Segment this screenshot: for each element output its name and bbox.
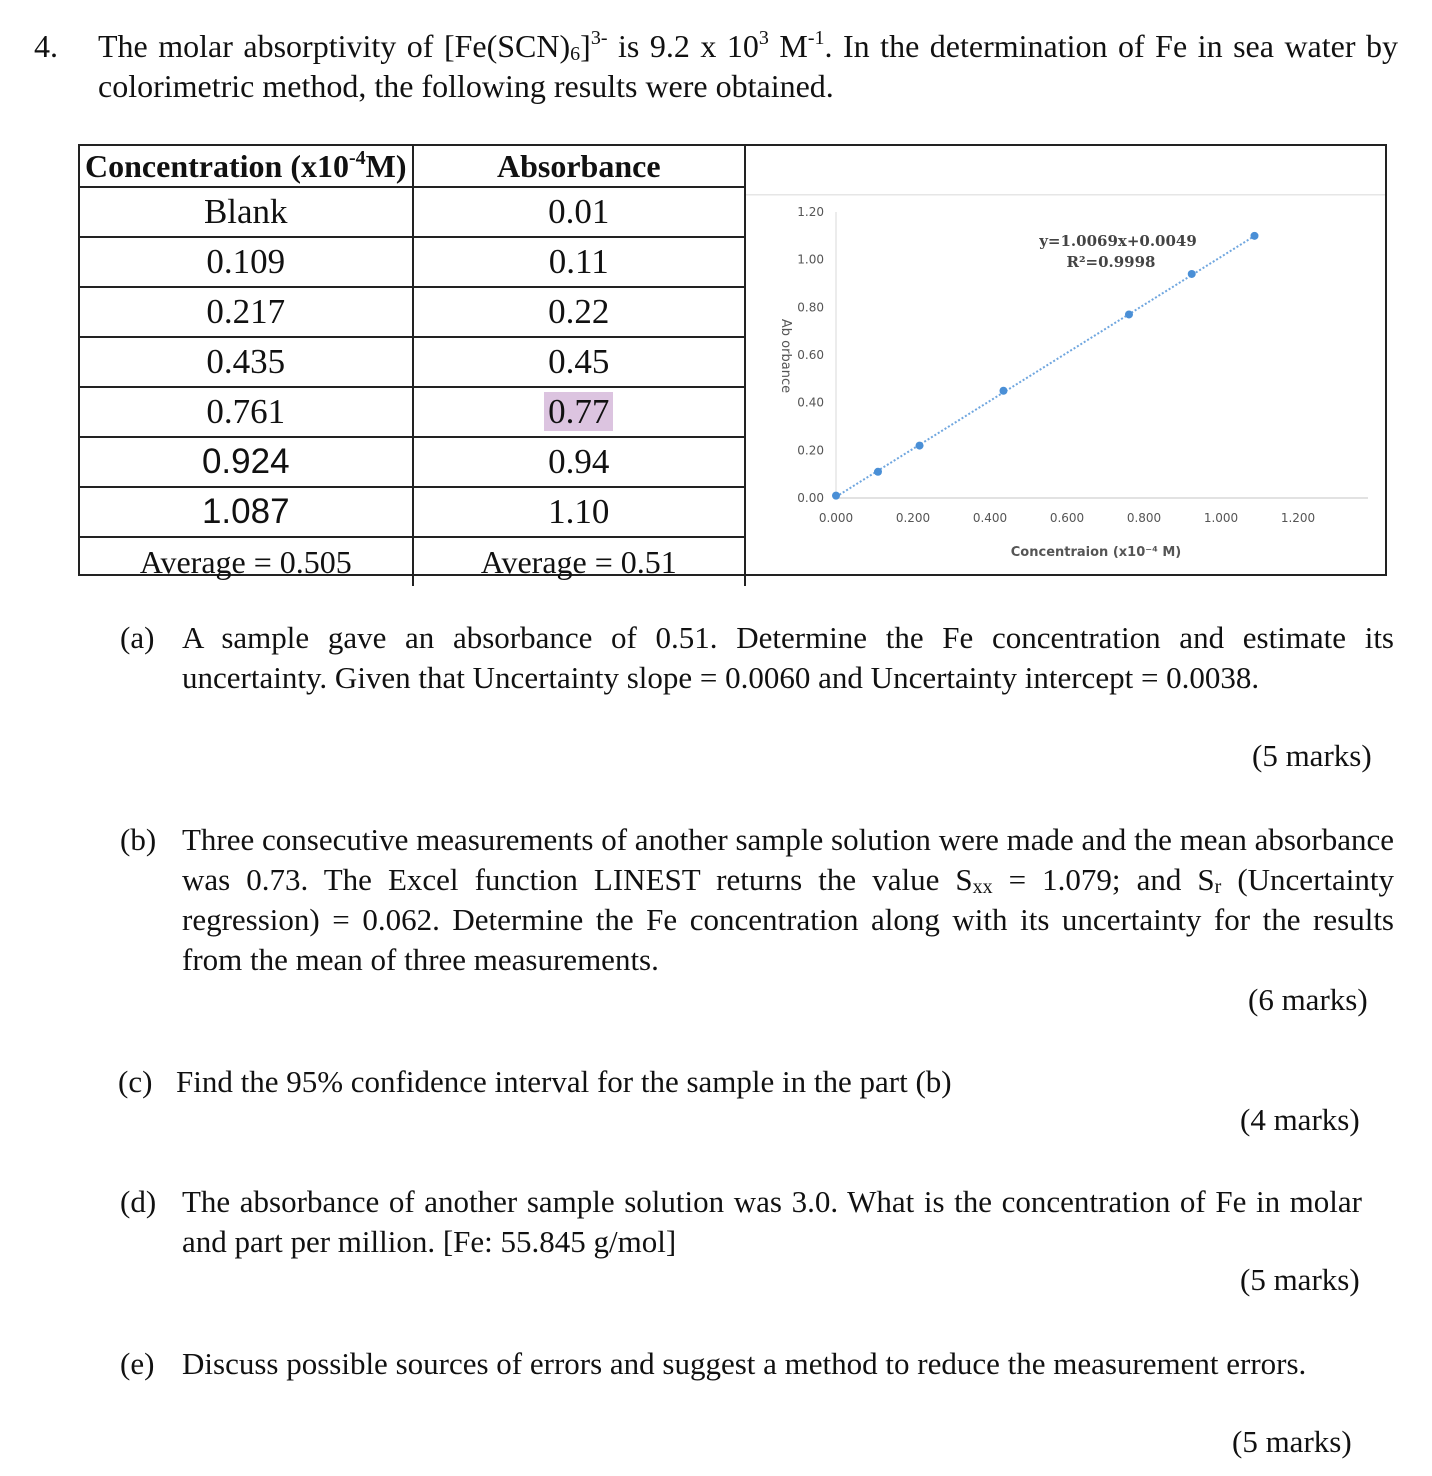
- cell-abs: 0.94: [413, 437, 746, 487]
- part-c-text: Find the 95% confidence interval for the sample in the part (b): [176, 1064, 952, 1099]
- average-conc: Average = 0.505: [80, 537, 413, 586]
- cell-abs: [413, 387, 746, 437]
- r-squared-label: R²=0.9998: [1066, 253, 1156, 271]
- table-average-row: [80, 537, 745, 586]
- part-a-label: (a): [120, 620, 155, 655]
- data-point: [999, 387, 1007, 395]
- cell-abs: 0.45: [413, 337, 746, 387]
- average-abs: Average = 0.51: [413, 537, 746, 586]
- header-absorbance: Absorbance: [413, 146, 746, 187]
- header-concentration: Concentration $(x10^{-4}M)$: [80, 146, 413, 187]
- table-row: [80, 287, 745, 337]
- part-a-marks: (5 marks): [1252, 738, 1372, 773]
- cell-conc: 0.924: [80, 437, 413, 487]
- cell-abs: 0.01: [413, 187, 746, 237]
- question-intro: The molar absorptivity of $[Fe(SCN)_6]^{3-}$ is 9.2 x $10^3$ $M^{-1}$. In the determination of Fe in sea water by colorimetric method, the following results were obtained.: [98, 27, 1399, 104]
- table-row: [80, 337, 745, 387]
- question-number: 4.: [34, 28, 58, 64]
- x-tick-label: 1.200: [1280, 511, 1316, 525]
- table-header-row: [80, 146, 745, 187]
- x-tick-label: 0.000: [818, 511, 854, 525]
- y-tick-label: 0.60: [797, 348, 824, 362]
- data-point: [832, 492, 840, 500]
- table-row: [80, 237, 745, 287]
- cell-conc: 0.435: [80, 337, 413, 387]
- cell-abs: 0.11: [413, 237, 746, 287]
- part-e-marks: (5 marks): [1232, 1424, 1352, 1459]
- trendline-equation: y=1.0069x+0.0049: [1039, 232, 1197, 250]
- chart-top-border: [746, 194, 1385, 196]
- x-axis-title: Concentraion (x10⁻⁴ M): [1010, 545, 1182, 560]
- cell-conc: 0.217: [80, 287, 413, 337]
- part-e-text: Discuss possible sources of errors and suggest a method to reduce the measurement errors.: [182, 1346, 1307, 1381]
- cell-conc: Blank: [80, 187, 413, 237]
- part-a-text: A sample gave an absorbance of 0.51. Determine the Fe concentration and estimate its uncertainty. Given that Uncertainty slope = 0.0060 and Uncertainty intercept = 0.0038.: [182, 620, 1394, 695]
- chart-svg: [746, 146, 1385, 574]
- part-b-text: Three consecutive measurements of another sample solution were made and the mean absorbance was 0.73. The Excel function LINEST returns the value $S_{xx} = 1.079$; and $S_r$ (Uncertainty regression) = 0.062. Determine the Fe concentration along with its uncertainty for the results from the mean of three measurements.: [182, 822, 1394, 977]
- part-c-label: (c): [118, 1064, 153, 1099]
- calibration-chart: [746, 146, 1385, 574]
- y-tick-label: 0.80: [797, 300, 824, 315]
- cell-abs: 0.22: [413, 287, 746, 337]
- part-d-marks: (5 marks): [1240, 1262, 1360, 1297]
- y-axis-title: Ab orbance: [778, 318, 793, 394]
- part-c-marks: (4 marks): [1240, 1102, 1360, 1137]
- data-figure: [78, 144, 1387, 580]
- table-row: [80, 187, 745, 237]
- table-row: [80, 387, 745, 437]
- x-tick-label: 0.400: [972, 511, 1008, 525]
- data-point: [1188, 270, 1196, 278]
- y-tick-label: 0.00: [797, 491, 824, 505]
- part-b-label: (b): [120, 822, 157, 857]
- part-b-marks: (6 marks): [1248, 982, 1368, 1017]
- cell-conc: 1.087: [80, 487, 413, 537]
- part-e-label: (e): [120, 1346, 155, 1381]
- x-tick-label: 0.200: [895, 511, 931, 525]
- y-tick-label: 1.00: [797, 252, 824, 267]
- x-tick-label: 0.800: [1126, 511, 1162, 525]
- part-d-text: The absorbance of another sample solution was 3.0. What is the concentration of Fe in molar and part per million. [Fe: 55.845 g/mol]: [182, 1184, 1362, 1259]
- x-tick-label: 0.600: [1049, 511, 1085, 525]
- data-point: [1250, 232, 1258, 240]
- y-tick-label: 0.40: [797, 395, 824, 410]
- y-tick-label: 0.20: [797, 443, 824, 458]
- data-point: [1125, 310, 1133, 318]
- part-d-label: (d): [120, 1184, 157, 1219]
- cell-conc: 0.109: [80, 237, 413, 287]
- x-tick-label: 1.000: [1203, 511, 1239, 525]
- data-table: [80, 146, 746, 586]
- cell-conc: 0.761: [80, 387, 413, 437]
- table-row: [80, 437, 745, 487]
- data-point: [916, 442, 924, 450]
- data-point: [874, 468, 882, 476]
- table-row: [80, 487, 745, 537]
- cell-abs: 1.10: [413, 487, 746, 537]
- highlighted-value: 0.77: [544, 392, 613, 431]
- y-tick-label: 1.20: [797, 205, 824, 219]
